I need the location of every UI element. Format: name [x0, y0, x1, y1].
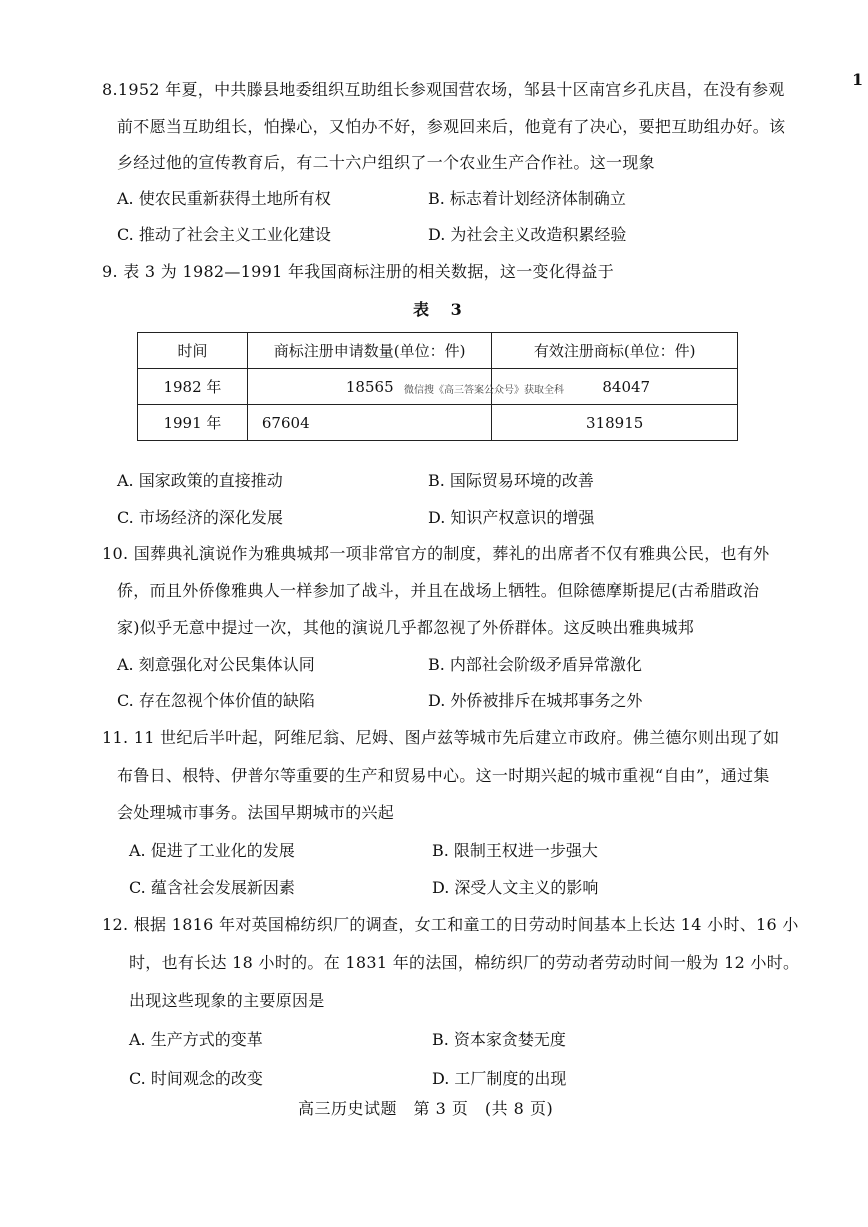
q12-option-d: D. 工厂制度的出现	[432, 1069, 567, 1088]
table-cell: 84047	[492, 369, 738, 405]
q8-line-3: 乡经过他的宣传教育后，有二十六户组织了一个农业生产合作社。这一现象	[117, 153, 655, 172]
q11-option-d: D. 深受人文主义的影响	[432, 878, 599, 897]
table-header-cell: 有效注册商标(单位：件)	[492, 333, 738, 369]
q12-line-1: 12. 根据 1816 年对英国棉纺织厂的调查，女工和童工的日劳动时间基本上长达 14 小时、16 小	[102, 915, 799, 934]
q10-option-d: D. 外侨被排斥在城邦事务之外	[428, 691, 643, 710]
q11-line-1: 11. 11 世纪后半叶起，阿维尼翁、尼姆、图卢兹等城市先后建立市政府。佛兰德尔则出现了如	[102, 728, 780, 747]
table-header-cell: 商标注册申请数量(单位：件)	[247, 333, 491, 369]
q9-option-d: D. 知识产权意识的增强	[428, 508, 595, 527]
q10-option-c: C. 存在忽视个体价值的缺陷	[117, 691, 315, 710]
q11-option-c: C. 蕴含社会发展新因素	[129, 878, 295, 897]
watermark-text: 微信搜《高三答案公众号》获取全科	[404, 385, 564, 396]
table-header-row	[138, 333, 738, 369]
table-cell: 18565	[247, 369, 491, 405]
q12-option-c: C. 时间观念的改变	[129, 1069, 263, 1088]
q8-option-b: B. 标志着计划经济体制确立	[428, 189, 626, 208]
q11-line-3: 会处理城市事务。法国早期城市的兴起	[117, 803, 395, 822]
table-cell: 67604	[247, 405, 491, 441]
q8-option-c: C. 推动了社会主义工业化建设	[117, 225, 331, 244]
q11-option-b: B. 限制王权进一步强大	[432, 841, 598, 860]
q9-option-a: A. 国家政策的直接推动	[117, 471, 283, 490]
corner-page-mark: 1	[852, 70, 864, 89]
table-header-cell: 时间	[138, 333, 248, 369]
q12-line-2: 时，也有长达 18 小时的。在 1831 年的法国，棉纺织厂的劳动者劳动时间一般为 12 小时。	[129, 953, 800, 972]
table-row	[138, 405, 738, 441]
q9-line-1: 9. 表 3 为 1982—1991 年我国商标注册的相关数据，这一变化得益于	[102, 262, 615, 281]
q12-line-3: 出现这些现象的主要原因是	[129, 991, 325, 1010]
q12-option-a: A. 生产方式的变革	[129, 1030, 263, 1049]
q10-line-1: 10. 国葬典礼演说作为雅典城邦一项非常官方的制度，葬礼的出席者不仅有雅典公民，也有外	[102, 544, 770, 563]
table3-title: 表 3	[413, 300, 470, 319]
q11-option-a: A. 促进了工业化的发展	[129, 841, 295, 860]
q11-line-2: 布鲁日、根特、伊普尔等重要的生产和贸易中心。这一时期兴起的城市重视“自由”，通过集	[117, 766, 770, 785]
q10-line-2: 侨，而且外侨像雅典人一样参加了战斗，并且在战场上牺牲。但除德摩斯提尼(古希腊政治	[117, 581, 760, 600]
q8-line-1: 8.1952 年夏，中共滕县地委组织互助组长参观国营农场，邹县十区南宫乡孔庆昌，在没有参观	[102, 80, 785, 99]
q10-line-3: 家)似乎无意中提过一次，其他的演说几乎都忽视了外侨群体。这反映出雅典城邦	[117, 618, 695, 637]
page-footer: 高三历史试题 第 3 页 (共 8 页)	[298, 1099, 554, 1118]
table-cell: 318915	[492, 405, 738, 441]
table-cell: 1982 年	[138, 369, 248, 405]
q12-option-b: B. 资本家贪婪无度	[432, 1030, 566, 1049]
q10-option-b: B. 内部社会阶级矛盾异常激化	[428, 655, 642, 674]
q9-option-b: B. 国际贸易环境的改善	[428, 471, 594, 490]
q8-line-2: 前不愿当互助组长，怕操心，又怕办不好，参观回来后，他竟有了决心，要把互助组办好。该	[117, 117, 786, 136]
q8-option-d: D. 为社会主义改造积累经验	[428, 225, 627, 244]
q9-option-c: C. 市场经济的深化发展	[117, 508, 283, 527]
q8-option-a: A. 使农民重新获得土地所有权	[117, 189, 331, 208]
q10-option-a: A. 刻意强化对公民集体认同	[117, 655, 315, 674]
table-cell: 1991 年	[138, 405, 248, 441]
